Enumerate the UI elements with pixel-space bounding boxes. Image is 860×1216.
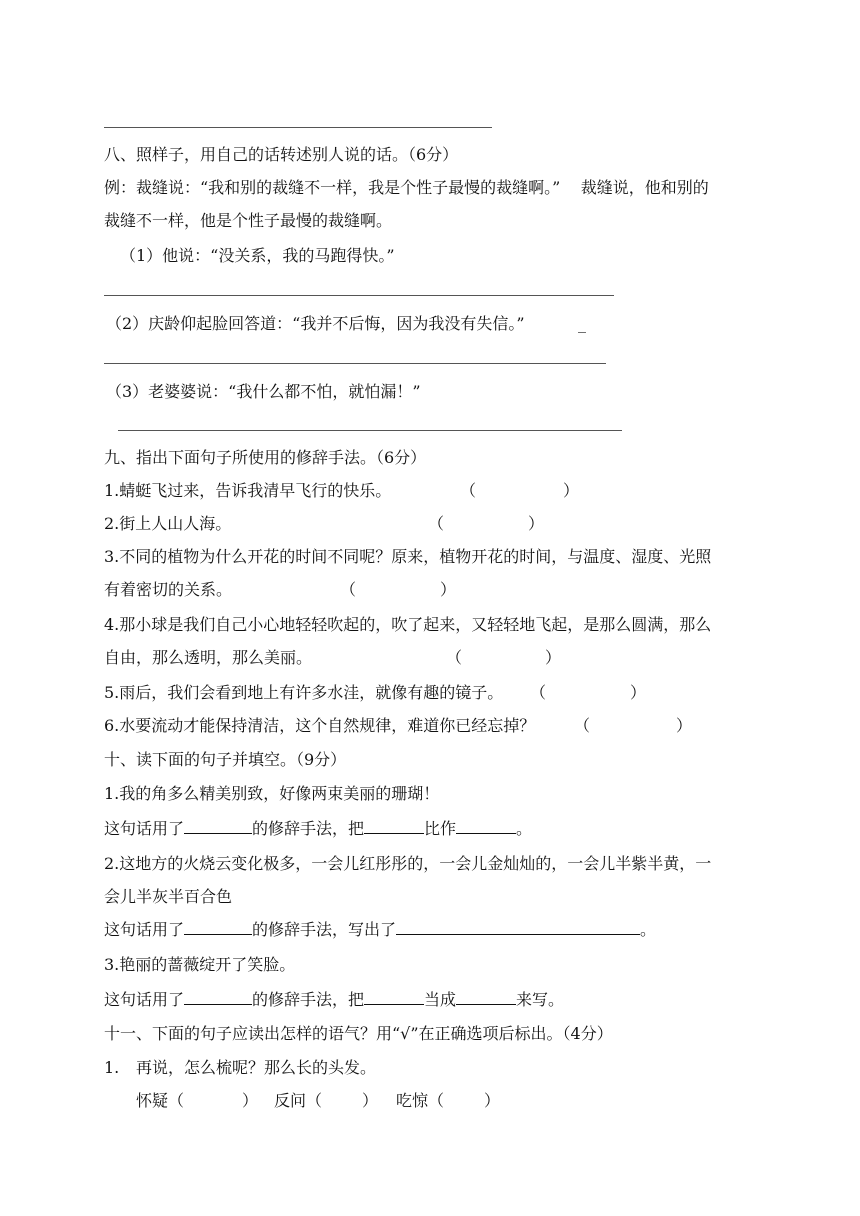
question-10-2-line-1: 2.这地方的火烧云变化极多，一会儿红彤彤的，一会儿金灿灿的，一会儿半紫半黄，一	[104, 854, 712, 873]
option-doubt-close: ）	[242, 1091, 259, 1110]
answer-paren-open: （	[428, 514, 445, 533]
fill-text: 这句话用了	[104, 819, 185, 838]
fill-sentence-10-1	[104, 819, 532, 839]
answer-line	[104, 363, 606, 364]
question-8-2-mark: _	[578, 314, 586, 333]
fill-blank[interactable]	[184, 990, 252, 1005]
answer-paren-open: （	[340, 580, 357, 599]
fill-blank[interactable]	[396, 920, 640, 935]
fill-text: 比作	[424, 819, 457, 838]
question-9-4-line-2: 自由，那么透明，那么美丽。	[104, 648, 313, 667]
answer-paren-close: ）	[563, 481, 580, 500]
fill-text: 的修辞手法，写出了	[252, 920, 397, 939]
question-10-1: 1.我的角多么精美别致，好像两束美丽的珊瑚！	[104, 784, 440, 803]
fill-text: 的修辞手法，把	[252, 819, 365, 838]
fill-text: 这句话用了	[104, 990, 185, 1009]
section-10-title: 十、读下面的句子并填空。（9分）	[104, 750, 347, 769]
question-10-2-line-2: 会儿半灰半百合色	[104, 887, 233, 906]
question-9-4-line-1: 4.那小球是我们自己小心地轻轻吹起的，吹了起来，又轻轻地飞起，是那么圆满，那么	[104, 615, 712, 634]
fill-blank[interactable]	[364, 990, 424, 1005]
answer-paren-close: ）	[440, 580, 457, 599]
answer-paren-open: （	[530, 683, 547, 702]
question-9-1: 1.蜻蜓飞过来，告诉我清早飞行的快乐。	[104, 481, 392, 500]
fill-text: 。	[516, 819, 533, 838]
question-10-3: 3.艳丽的蔷薇绽开了笑脸。	[104, 955, 296, 974]
section-11-title: 十一、下面的句子应读出怎样的语气？用“√”在正确选项后标出。（4分）	[104, 1024, 613, 1043]
option-surprise: 吃惊（	[396, 1091, 445, 1110]
fill-sentence-10-3	[104, 990, 564, 1010]
section-9-title: 九、指出下面句子所使用的修辞手法。（6分）	[104, 448, 427, 467]
fill-blank[interactable]	[456, 819, 516, 834]
question-9-6: 6.水要流动才能保持清洁，这个自然规律，难道你已经忘掉？	[104, 716, 536, 735]
question-8-1: （1）他说：“没关系，我的马跑得快。”	[120, 246, 395, 265]
question-9-3-line-2: 有着密切的关系。	[104, 580, 233, 599]
question-11-1-number: 1.	[104, 1058, 120, 1077]
fill-text: 这句话用了	[104, 920, 185, 939]
fill-text: 来写。	[516, 990, 565, 1009]
answer-paren-open: （	[446, 648, 463, 667]
answer-paren-close: ）	[528, 514, 545, 533]
answer-line	[104, 127, 492, 128]
section-8-title: 八、照样子，用自己的话转述别人说的话。（6分）	[104, 145, 459, 164]
answer-line	[118, 430, 622, 431]
option-doubt: 怀疑（	[136, 1091, 185, 1110]
fill-blank[interactable]	[184, 920, 252, 935]
example-line-2: 裁缝不一样，他是个性子最慢的裁缝啊。	[104, 211, 393, 230]
question-9-3-line-1: 3.不同的植物为什么开花的时间不同呢？原来，植物开花的时间，与温度、湿度、光照	[104, 547, 712, 566]
fill-sentence-10-2	[104, 920, 656, 940]
fill-blank[interactable]	[184, 819, 252, 834]
question-9-5: 5.雨后，我们会看到地上有许多水洼，就像有趣的镜子。	[104, 683, 504, 702]
answer-paren-open: （	[574, 716, 591, 735]
answer-paren-close: ）	[545, 648, 562, 667]
answer-paren-close: ）	[630, 683, 647, 702]
question-9-2: 2.街上人山人海。	[104, 514, 232, 533]
option-surprise-close: ）	[484, 1091, 501, 1110]
fill-text: 当成	[424, 990, 457, 1009]
option-rhetorical: 反问（	[274, 1091, 323, 1110]
option-rhetorical-close: ）	[362, 1091, 379, 1110]
fill-text: 。	[640, 920, 657, 939]
fill-blank[interactable]	[364, 819, 424, 834]
question-8-3: （3）老婆婆说：“我什么都不怕，就怕漏！”	[106, 382, 421, 401]
fill-text: 的修辞手法，把	[252, 990, 365, 1009]
answer-paren-open: （	[460, 481, 477, 500]
answer-line	[104, 295, 614, 296]
example-line-1: 例：裁缝说：“我和别的裁缝不一样，我是个性子最慢的裁缝啊。” 裁缝说，他和别的	[104, 178, 709, 197]
question-11-1: 再说，怎么梳呢？那么长的头发。	[136, 1058, 377, 1077]
question-8-2: （2）庆龄仰起脸回答道：“我并不后悔，因为我没有失信。”	[106, 314, 525, 333]
answer-paren-close: ）	[676, 716, 693, 735]
fill-blank[interactable]	[456, 990, 516, 1005]
